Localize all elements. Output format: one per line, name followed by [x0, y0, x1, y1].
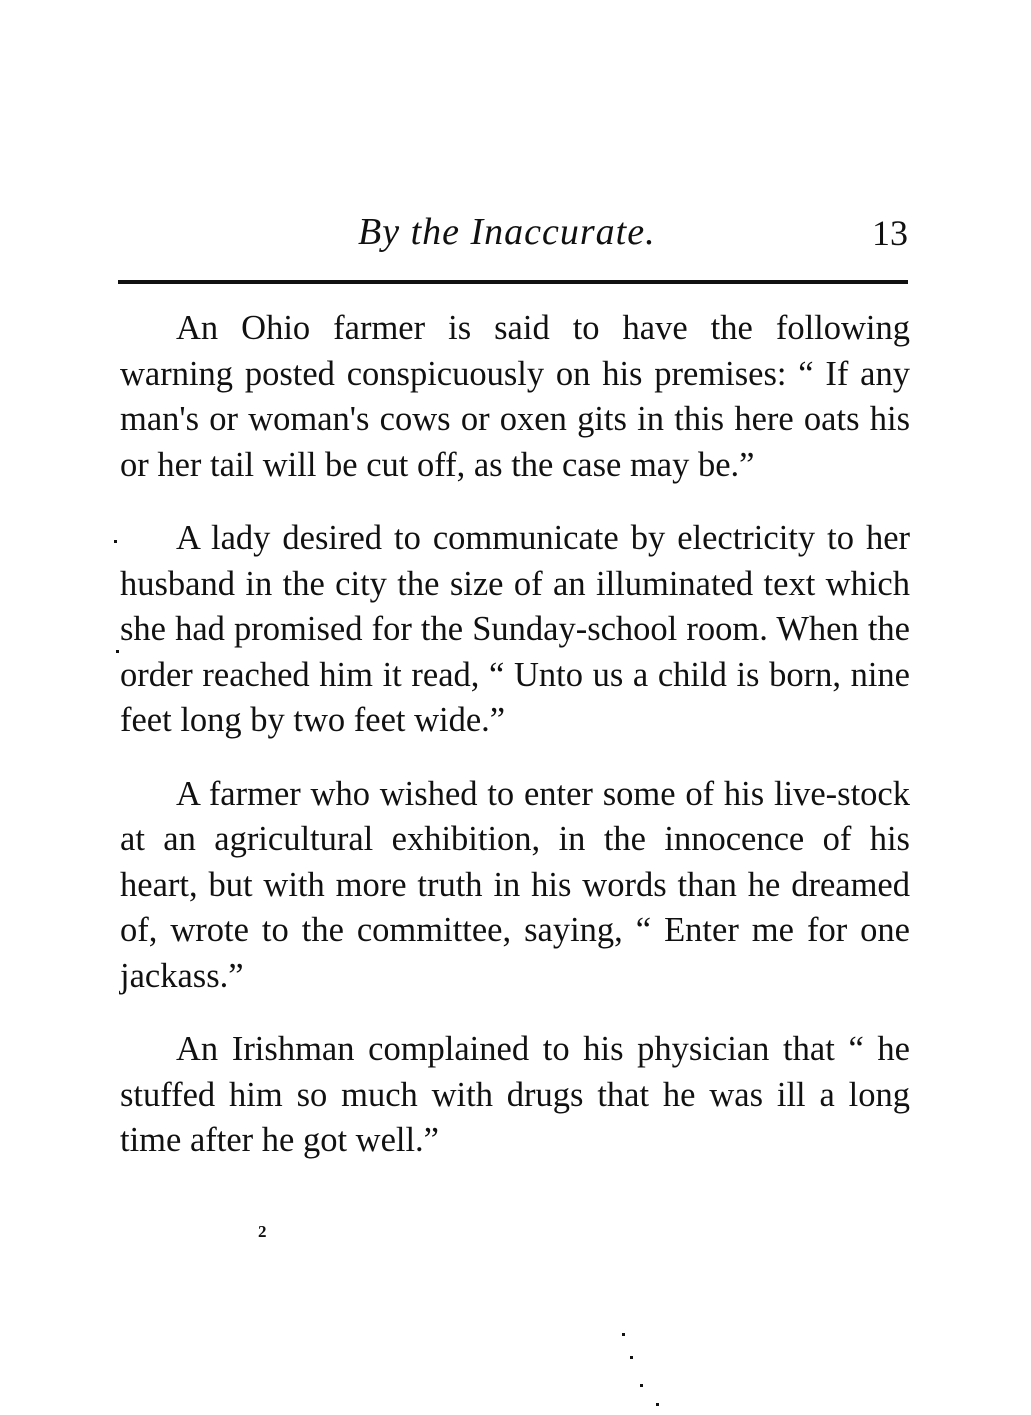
running-title: By the Inaccurate. [358, 211, 656, 253]
paragraph-lady-electricity: A lady desired to communicate by electricity to her husband in the city the size of an illuminated text which she had promised for the Sunday-school room. When the order reached him it read, “ Unto us a child is born, nine feet long by two feet wide.” [120, 519, 910, 739]
scan-speck [116, 650, 119, 653]
scan-speck [656, 1403, 659, 1406]
scan-speck [630, 1356, 633, 1359]
paragraph-irishman-physician: An Irishman complained to his physician that “ he stuffed him so much with drugs that he was ill a long time after he got well.” [120, 1030, 910, 1159]
page-number: 13 [872, 213, 908, 253]
body-text [120, 306, 910, 1192]
scan-speck [640, 1384, 643, 1387]
scan-speck [622, 1333, 625, 1336]
paragraph-farmer-livestock: A farmer who wished to enter some of his live-stock at an agricultural exhibition, in the innocence of his heart, but with more truth in his words than he dreamed of, wrote to the committee, saying, “ Enter me for one jackass.” [120, 774, 910, 995]
header-rule [118, 280, 908, 284]
paragraph-ohio-farmer: An Ohio farmer is said to have the following warning posted conspicuously on his premises: “ If any man's or woman's cows or oxen gits in this here oats his or her tail will be cut off, as the case may be.” [120, 309, 910, 484]
signature-mark: 2 [258, 1222, 267, 1241]
scan-speck [114, 540, 117, 543]
running-head [118, 210, 908, 270]
